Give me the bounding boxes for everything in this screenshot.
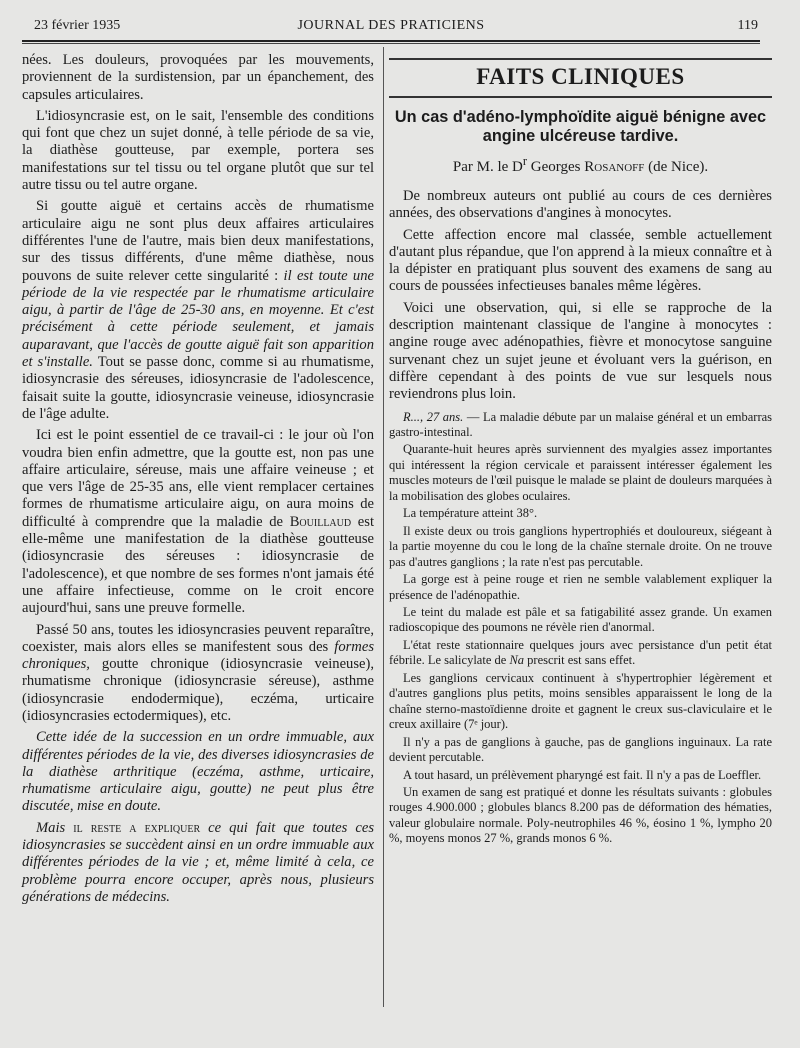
- paragraph: Il existe deux ou trois ganglions hypertrophiés et douloureux, siégeant à la partie moyenne du cou le long de la chaîne sternale droite. On ne trouve pas d'autres ganglions ; la rate n'est pas percutable.: [389, 523, 772, 569]
- emphasis-text: Et c'est précisément à cette période seulement, et jamais auparavant, que l'accès de goutte aiguë fait son apparition et s'installe.: [22, 302, 374, 371]
- paragraph: [22, 729, 374, 815]
- text-run: goutte chronique (idiosyncrasie veineuse), rhumatisme chronique (idiosyncrasie séreuse), asthme (idiosyncrasie endodermique), eczéma, urticaire (idiosyncrasies ectodermiques), etc.: [22, 656, 375, 724]
- patient-id: R..., 27 ans.: [403, 409, 464, 424]
- paragraph: Il n'y a pas de ganglions à gauche, pas de ganglions inguinaux. La rate devient percutable.: [389, 734, 772, 765]
- paragraph: [389, 410, 772, 441]
- emphasis-text: formes chroniques,: [22, 638, 374, 673]
- paragraph: [22, 820, 374, 906]
- paragraph: Le teint du malade est pâle et sa fatigabilité assez grande. Un examen radioscopique des poumons ne révèle rien d'anormal.: [389, 605, 772, 635]
- article-title: Un cas d'adéno-lymphoïdite aiguë bénigne avec angine ulcéreuse tardive.: [394, 108, 767, 145]
- page-number: 119: [737, 18, 758, 33]
- text-run: Tout se passe donc, comme si au rhumatisme, idiosyncrasie des séreuses, idiosyncrasie de l'adolescence, faisait suite la goutte, idiosyncrasie veineuse, idiosyncrasie de l'âge adulte.: [22, 354, 374, 422]
- emphasis-text: Na: [509, 653, 525, 668]
- byline: [389, 154, 772, 176]
- paragraph: Voici une observation, qui, si elle se rapproche de la description maintenant classique de l'angine à monocytes : angine rouge avec adénopathies, fièvre et monocytose sanguine survenant chez un sujet jeune et évoluant vers la guérison, en diffère cependant à des points de vue sur lesquels nous reviendrons plus loin.: [389, 299, 772, 403]
- left-column: [22, 52, 374, 910]
- header-date: 23 février 1935: [34, 18, 121, 33]
- author-last-name: Rosanoff: [584, 159, 645, 175]
- case-observation: [389, 410, 772, 847]
- author-first-name: Georges: [530, 159, 581, 175]
- paragraph: La température atteint 38°.: [403, 506, 538, 521]
- emphasis-text: Mais: [36, 819, 66, 836]
- paragraph: Cette affection encore mal classée, semble actuellement d'autant plus répandue, que l'on apprend à la mieux connaître et à la dépister en pratiquant plus souvent des examens de sang au cours de poussées infectieuses banales même légères.: [389, 226, 772, 295]
- column-divider: [383, 47, 384, 1007]
- paragraph: La gorge est à peine rouge et rien ne semble valablement expliquer la présence de l'adénopathie.: [389, 572, 772, 602]
- right-column: [389, 52, 772, 849]
- byline-prefix: Par M. le D: [452, 159, 523, 175]
- paragraph: [22, 427, 374, 617]
- running-header: [22, 14, 760, 42]
- text-run: Passé 50 ans, toutes les idiosyncrasies peuvent reparaître, coexister, mais alors elles se manifestent sous des: [22, 621, 374, 655]
- text-run: Ici est le point essentiel de ce travail-ci : le jour où l'on voudra bien enfin admettre, que la goutte est, non pas une affaire articulaire, séreuse, mais une affaire veineuse ; et que vers l'âge de 25-35 ans, elle vient remplacer certaines formes de rhumatisme articulaire aigu, on aura moins de difficulté à comprendre que la maladie de: [22, 427, 374, 530]
- paragraph: L'idiosyncrasie est, on le sait, l'ensemble des conditions qui font que chez un sujet donné, à telle période de sa vie, la diathèse goutteuse, par exemple, portera ses manifestations sur tel tissu ou tel organe plutôt que sur tel autre tissu ou tel autre organe.: [22, 107, 374, 194]
- byline-sup: r: [522, 154, 528, 168]
- header-rule: [22, 43, 760, 44]
- section-title: FAITS CLINIQUES: [389, 58, 772, 98]
- text-run: est elle-même une manifestation de la diathèse goutteuse (idiosyncrasie des séreuses : idiosyncrasie de l'adolescence), et que nombre de ses formes n'ont jamais été une affaire infectieuse, comme on le croit encore aujourd'hui, sans une preuve formelle.: [22, 513, 374, 617]
- paragraph: Un examen de sang est pratiqué et donne les résultats suivants : globules rouges 4.900.000 ; globules blancs 8.200 pas de déformation des hématies, valeur globulaire normale. Poly-neutrophiles 46 %, éosino 1 %, lympho 20 %, moyens monos 27 %, grands monos 6 %.: [389, 784, 772, 846]
- paragraph: Les ganglions cervicaux continuent à s'hypertrophier légèrement et d'autres ganglions plus petits, moins sensibles apparaissent le long de la chaîne sterno-mastoïdienne droite et gagnent le creux sus-claviculaire et le creux axillaire (7ᵉ jour).: [389, 670, 772, 732]
- emphasis-text: Cette idée de la succession en un ordre immuable, aux différentes périodes de la vie, des diverses idiosyncrasies de la diathèse arthritique (eczéma, asthme, urticaire, rhumatisme articulaire aigu, goutte) ne peut plus être discutée, mise en doute.: [22, 729, 374, 815]
- emphasis-text: ce qui fait que toutes ces idiosyncrasies se succèdent ainsi en un ordre immuable aux différentes périodes de la vie ; et, même limité à cela, ce problème pourra encore occuper, après nous, plusieurs générations de médecins.: [22, 819, 374, 905]
- text-run: prescrit est sans effet.: [527, 653, 636, 668]
- text-run: — La maladie débute par un malaise général et un embarras gastro-intestinal.: [389, 409, 773, 440]
- byline-suffix: (de Nice).: [648, 159, 709, 175]
- journal-title: JOURNAL DES PRATICIENS: [297, 18, 485, 33]
- small-caps-text: il reste a expliquer: [73, 819, 201, 836]
- paragraph: [22, 198, 374, 423]
- paragraph: [22, 622, 374, 726]
- paragraph: A tout hasard, un prélèvement pharyngé est fait. Il n'y a pas de Loeffler.: [403, 767, 762, 782]
- author-name: Bouillaud: [289, 513, 352, 530]
- paragraph: De nombreux auteurs ont publié au cours de ces dernières années, des observations d'angines à monocytes.: [389, 188, 772, 222]
- article-intro: [389, 188, 772, 404]
- paragraph: Quarante-huit heures après surviennent des myalgies assez importantes qui intéressent la région cervicale et paraissent intéresser également les muscles moteurs de l'œil puisque le malade se plaint de douleurs marquées à la mobilisation des globes oculaires.: [389, 442, 772, 503]
- text-run: Si goutte aiguë et certains accès de rhumatisme articulaire aigu ne sont plus deux affaires articulaires différentes l'une de l'autre, mais bien deux manifestations, sur des tissus différents, d'une même diathèse, nous pouvons de suite relever cette singularité :: [22, 198, 374, 284]
- text-run: L'état reste stationnaire quelques jours avec persistance d'un petit état fébrile. Le salicylate de: [389, 637, 772, 668]
- emphasis-text: il est toute une période de la vie respectée par le rhumatisme articulaire aigu, à partir de l'âge de 25-30 ans, en moyenne.: [22, 267, 374, 319]
- paragraph: [389, 638, 772, 669]
- paragraph: nées. Les douleurs, provoquées par les mouvements, proviennent de la surdistension, par un épanchement, des capsules articulaires.: [22, 52, 374, 103]
